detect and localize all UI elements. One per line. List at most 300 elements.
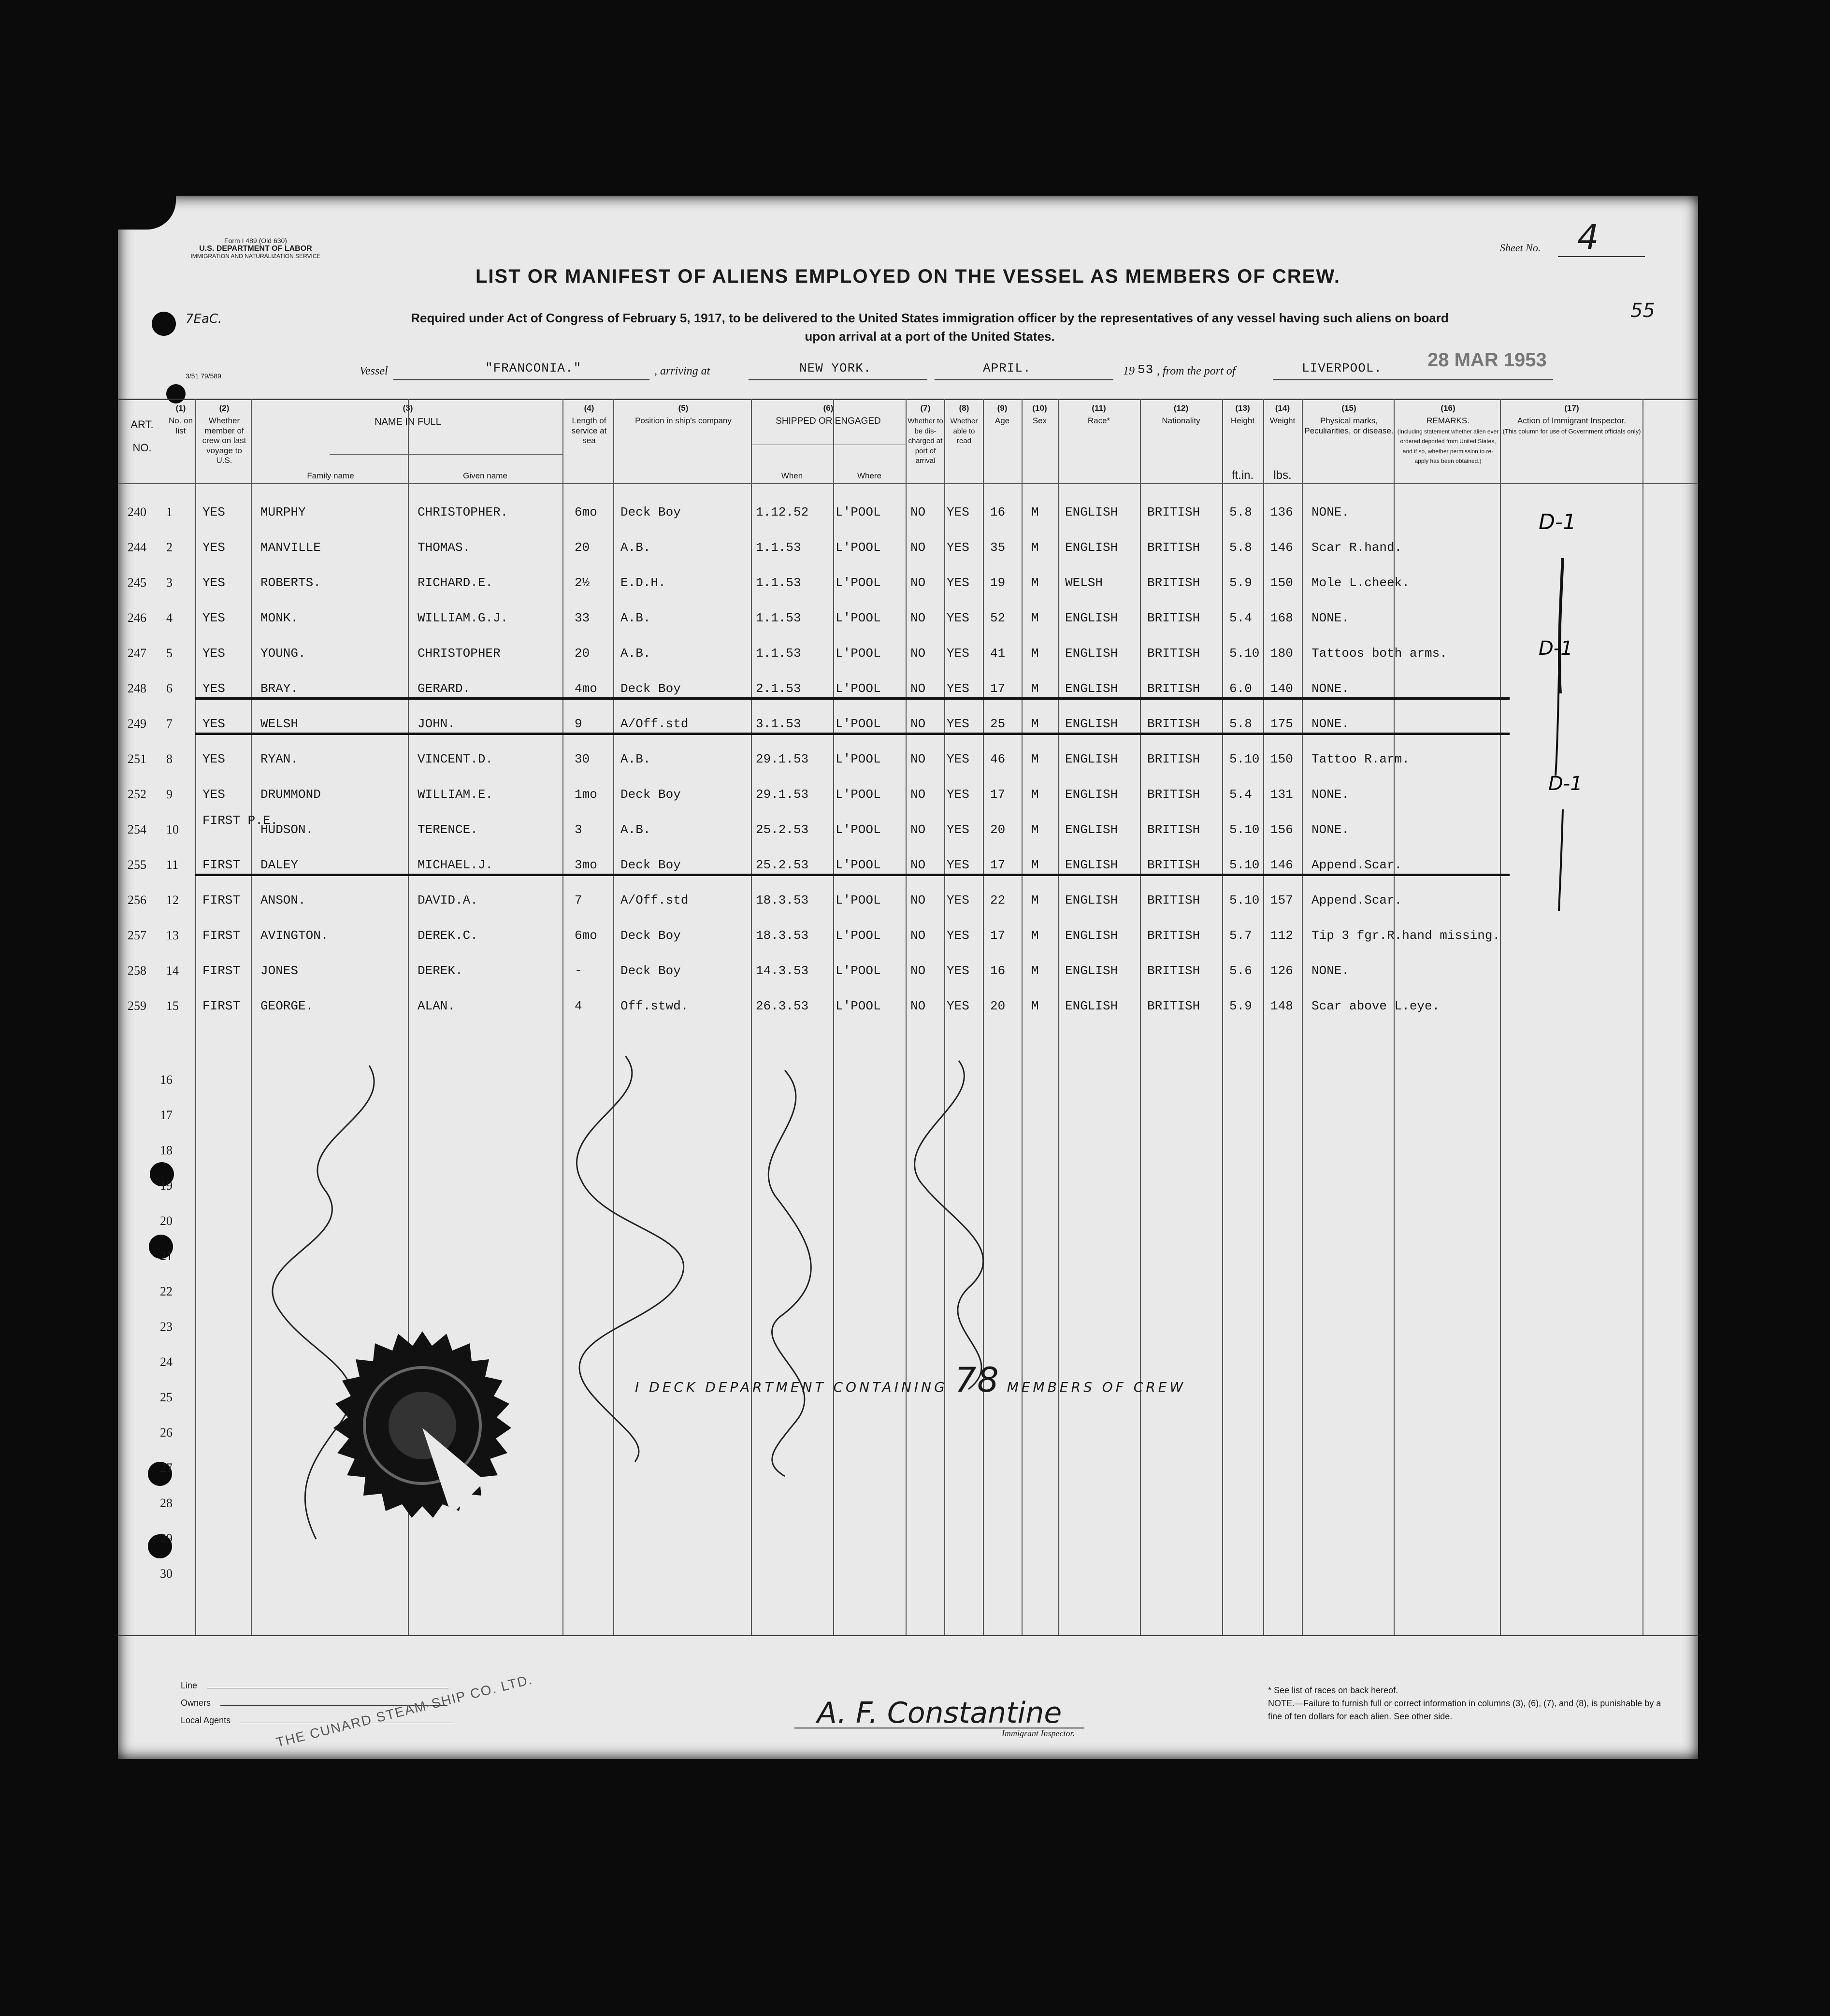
- col-header-13: [1222, 403, 1263, 426]
- cell-discharge-flag: NO: [910, 646, 926, 661]
- cell-ship-position: E.D.H.: [620, 576, 666, 590]
- cell-ship-position: A.B.: [620, 540, 651, 555]
- cell-age: 35: [990, 540, 1006, 555]
- cell-art-number: 254: [128, 822, 146, 836]
- cell-sex: M: [1031, 646, 1039, 661]
- empty-line-number: 24: [160, 1355, 173, 1369]
- form-header: [166, 237, 345, 260]
- cell-engaged-place: L'POOL: [836, 787, 881, 802]
- year-prefix: 19: [1123, 365, 1135, 377]
- cell-prior-voyage: YES: [202, 681, 225, 696]
- cell-height: 6.0: [1229, 681, 1252, 696]
- col-header-12: [1140, 403, 1222, 426]
- cell-race: ENGLISH: [1065, 611, 1118, 625]
- punch-hole: [166, 384, 186, 403]
- col-num: (15): [1341, 403, 1356, 413]
- col-header-6: [751, 403, 906, 427]
- cell-family-name: GEORGE.: [260, 999, 314, 1013]
- cell-sex: M: [1031, 540, 1039, 555]
- cell-given-name: RICHARD.E.: [418, 576, 493, 590]
- cell-line-number: 14: [166, 964, 179, 978]
- footer-notes: [1268, 1684, 1664, 1723]
- cell-physical-marks: NONE.: [1311, 505, 1350, 519]
- cell-can-read: YES: [947, 717, 969, 731]
- empty-line-number: 19: [160, 1179, 173, 1193]
- cell-engaged-date: 14.3.53: [756, 964, 809, 978]
- col-label: SHIPPED OR ENGAGED: [776, 416, 881, 427]
- cell-age: 52: [990, 611, 1006, 625]
- cell-can-read: YES: [947, 787, 969, 802]
- cell-weight: 148: [1270, 999, 1293, 1013]
- cell-family-name: RYAN.: [260, 752, 299, 766]
- cell-prior-voyage: FIRST: [202, 893, 241, 907]
- cell-engaged-date: 1.1.53: [756, 611, 801, 625]
- cell-engaged-place: L'POOL: [836, 858, 881, 872]
- vessel-underline: [393, 379, 649, 380]
- col-label: REMARKS.: [1427, 416, 1470, 426]
- check-stroke: [1559, 809, 1563, 911]
- cell-given-name: MICHAEL.J.: [418, 858, 493, 872]
- cell-line-number: 11: [166, 858, 179, 872]
- footer-line: [181, 1677, 453, 1694]
- cell-family-name: MANVILLE: [260, 540, 321, 555]
- crew-row: [118, 928, 1698, 962]
- col-label: Length of service at sea: [571, 416, 607, 446]
- col-header-4: [565, 403, 613, 446]
- cell-prior-voyage: YES: [202, 787, 225, 802]
- department: U.S. DEPARTMENT OF LABOR: [199, 245, 312, 253]
- cell-sea-service: -: [575, 964, 582, 978]
- year-suffix: 53: [1138, 362, 1154, 377]
- subtitle-line-1: Required under Act of Congress of February 5, 1917, to be delivered to the United States immigration officer by the representatives of any vessel having such aliens on board: [411, 311, 1449, 325]
- col-num: (1): [175, 403, 186, 413]
- cell-art-number: 251: [128, 752, 146, 766]
- cell-line-number: 13: [166, 928, 179, 942]
- cell-engaged-date: 26.3.53: [756, 999, 809, 1013]
- cell-can-read: YES: [947, 893, 969, 907]
- races-note: * See list of races on back hereof.: [1268, 1685, 1398, 1695]
- cell-ship-position: Off.stwd.: [620, 999, 689, 1013]
- inspector-mark: D-1: [1539, 637, 1573, 660]
- col-label: Age: [994, 416, 1010, 426]
- page-mark: 55: [1630, 300, 1655, 322]
- cell-given-name: VINCENT.D.: [418, 752, 493, 766]
- cell-physical-marks: Tattoos both arms.: [1311, 646, 1447, 661]
- cell-engaged-place: L'POOL: [836, 611, 881, 625]
- col-num: (12): [1173, 403, 1189, 413]
- cell-ship-position: Deck Boy: [620, 964, 681, 978]
- cell-race: ENGLISH: [1065, 822, 1118, 837]
- col-label: Whether member of crew on last voyage to U.S.: [202, 416, 246, 465]
- cell-discharge-flag: NO: [910, 964, 926, 978]
- cell-prior-voyage: YES: [202, 505, 225, 519]
- col-header-art: ART. NO.: [130, 418, 154, 454]
- cell-physical-marks: NONE.: [1311, 611, 1350, 625]
- arrival-month: APRIL.: [983, 361, 1031, 375]
- cell-engaged-place: L'POOL: [836, 646, 881, 661]
- footer-owners-label: Owners: [181, 1698, 211, 1708]
- cell-sea-service: 3: [575, 822, 582, 837]
- cell-age: 20: [990, 822, 1006, 837]
- cell-age: 17: [990, 858, 1006, 872]
- document-title: LIST OR MANIFEST OF ALIENS EMPLOYED ON THE VESSEL AS MEMBERS OF CREW.: [476, 266, 1340, 287]
- cell-line-number: 6: [166, 681, 173, 695]
- cell-nationality: BRITISH: [1147, 611, 1200, 625]
- col-num: (14): [1275, 403, 1290, 413]
- cell-given-name: ALAN.: [418, 999, 456, 1013]
- sheet-number: 4: [1577, 217, 1599, 257]
- cell-physical-marks: NONE.: [1311, 681, 1350, 696]
- deck-note-count: 78: [954, 1360, 1000, 1400]
- cell-sea-service: 33: [575, 611, 590, 625]
- cell-weight: 157: [1270, 893, 1293, 907]
- col-label: Whether to be dis-charged at port of arrival: [908, 417, 943, 465]
- cell-line-number: 1: [166, 505, 173, 519]
- document-subtitle: [350, 309, 1510, 346]
- col-label: Action of Immigrant Inspector.: [1517, 416, 1626, 426]
- cell-nationality: BRITISH: [1147, 576, 1200, 590]
- cell-line-number: 2: [166, 540, 173, 554]
- corner-note: 7EaC.: [186, 312, 222, 326]
- cell-prior-voyage: FIRST: [202, 928, 241, 943]
- cell-nationality: BRITISH: [1147, 822, 1200, 837]
- cell-age: 17: [990, 787, 1006, 802]
- col-label: Whether able to read: [950, 417, 978, 446]
- cell-height: 5.10: [1229, 646, 1260, 661]
- cell-sea-service: 3mo: [575, 858, 597, 872]
- crew-row: [118, 576, 1698, 609]
- cell-race: ENGLISH: [1065, 752, 1118, 766]
- cell-engaged-date: 1.1.53: [756, 540, 801, 555]
- crew-row: [118, 964, 1698, 997]
- cell-race: WELSH: [1065, 576, 1103, 590]
- cell-nationality: BRITISH: [1147, 681, 1200, 696]
- cell-age: 41: [990, 646, 1006, 661]
- cell-given-name: THOMAS.: [418, 540, 471, 555]
- cell-family-name: ROBERTS.: [260, 576, 321, 590]
- col-num: (11): [1092, 403, 1106, 413]
- cell-line-number: 9: [166, 787, 173, 801]
- empty-line-number: 17: [160, 1108, 173, 1122]
- cell-prior-voyage: FIRST: [202, 999, 241, 1013]
- col-unit-height: ft.in.: [1231, 469, 1254, 482]
- col-label: NAME IN FULL: [375, 417, 441, 428]
- cell-discharge-flag: NO: [910, 505, 926, 519]
- cell-ship-position: Deck Boy: [620, 681, 681, 696]
- cell-can-read: YES: [947, 681, 969, 696]
- cell-engaged-place: L'POOL: [836, 893, 881, 907]
- cell-engaged-place: L'POOL: [836, 505, 881, 519]
- cell-height: 5.10: [1229, 822, 1260, 837]
- cell-family-name: DALEY: [260, 858, 299, 872]
- col-label: Position in ship's company: [635, 416, 732, 426]
- cell-engaged-date: 18.3.53: [756, 928, 809, 943]
- cell-discharge-flag: NO: [910, 752, 926, 766]
- cell-nationality: BRITISH: [1147, 858, 1200, 872]
- cell-discharge-flag: NO: [910, 717, 926, 731]
- cell-engaged-place: L'POOL: [836, 681, 881, 696]
- col-num: (10): [1032, 403, 1047, 413]
- cell-engaged-date: 29.1.53: [756, 787, 809, 802]
- crew-row: [118, 752, 1698, 786]
- cell-race: ENGLISH: [1065, 964, 1118, 978]
- cell-nationality: BRITISH: [1147, 540, 1200, 555]
- cell-art-number: 249: [128, 717, 146, 731]
- cell-can-read: YES: [947, 928, 969, 943]
- cell-race: ENGLISH: [1065, 999, 1118, 1013]
- cell-art-number: 245: [128, 576, 146, 590]
- col-label: Nationality: [1162, 416, 1200, 426]
- cell-sea-service: 20: [575, 540, 590, 555]
- cell-art-number: 248: [128, 681, 146, 695]
- cell-sex: M: [1031, 822, 1039, 837]
- cell-age: 16: [990, 964, 1006, 978]
- cell-line-number: 10: [166, 822, 179, 836]
- cell-discharge-flag: NO: [910, 787, 926, 802]
- deck-note-prefix: I DECK DEPARTMENT CONTAINING: [635, 1379, 948, 1395]
- empty-line-number: 18: [160, 1143, 173, 1157]
- cell-can-read: YES: [947, 540, 969, 555]
- crew-row: [118, 858, 1698, 892]
- service: IMMIGRATION AND NATURALIZATION SERVICE: [190, 253, 321, 260]
- cell-weight: 150: [1270, 576, 1293, 590]
- col-header-2: [198, 403, 251, 465]
- cell-weight: 175: [1270, 717, 1293, 731]
- cell-sex: M: [1031, 576, 1039, 590]
- cell-sex: M: [1031, 999, 1039, 1013]
- cell-engaged-place: L'POOL: [836, 964, 881, 978]
- inspector-signature: A. F. Constantine: [817, 1696, 1062, 1730]
- cell-prior-voyage: YES: [202, 752, 225, 766]
- cell-physical-marks: NONE.: [1311, 787, 1350, 802]
- cell-sea-service: 9: [575, 717, 582, 731]
- cell-family-name: BRAY.: [260, 681, 299, 696]
- cell-height: 5.6: [1229, 964, 1252, 978]
- cell-race: ENGLISH: [1065, 717, 1118, 731]
- table-bottom-rule: [118, 1635, 1698, 1636]
- check-stroke: [1559, 558, 1563, 693]
- torn-corner: [118, 196, 176, 230]
- departure-port: LIVERPOOL.: [1302, 361, 1383, 375]
- cell-can-read: YES: [947, 611, 969, 625]
- cell-sex: M: [1031, 893, 1039, 907]
- col-num: (16): [1441, 403, 1455, 413]
- empty-line-number: 23: [160, 1320, 173, 1334]
- subtitle-line-2: upon arrival at a port of the United States.: [805, 329, 1055, 344]
- cell-family-name: JONES: [260, 964, 299, 978]
- col-num: (7): [920, 403, 931, 413]
- arriving-label: , arriving at: [654, 365, 710, 377]
- cell-ship-position: A.B.: [620, 611, 651, 625]
- cell-weight: 146: [1270, 540, 1293, 555]
- cell-sex: M: [1031, 964, 1039, 978]
- col-header-10: [1022, 403, 1058, 426]
- vessel-label: Vessel: [360, 365, 388, 377]
- cell-given-name: DEREK.: [418, 964, 463, 978]
- crew-row: [118, 505, 1698, 539]
- cell-weight: 136: [1270, 505, 1293, 519]
- cell-age: 22: [990, 893, 1006, 907]
- cell-given-name: GERARD.: [418, 681, 471, 696]
- crew-row: [118, 611, 1698, 645]
- arriving-underline: [749, 379, 927, 380]
- crew-row: [118, 681, 1698, 715]
- cell-nationality: BRITISH: [1147, 646, 1200, 661]
- cell-nationality: BRITISH: [1147, 893, 1200, 907]
- cell-weight: 168: [1270, 611, 1293, 625]
- empty-line-number: 16: [160, 1073, 173, 1087]
- date-stamp: 28 MAR 1953: [1427, 349, 1547, 371]
- cell-sex: M: [1031, 752, 1039, 766]
- punch-hole: [152, 312, 176, 336]
- cell-weight: 140: [1270, 681, 1293, 696]
- footer-line-label: Line: [181, 1681, 198, 1690]
- cell-age: 19: [990, 576, 1006, 590]
- sheet-label: Sheet No.: [1500, 242, 1541, 254]
- col-num: (5): [678, 403, 689, 413]
- cell-family-name: YOUNG.: [260, 646, 306, 661]
- col-sub: (Including statement whether alien ever ordered deported from United States, and if so, whether permission to re-apply has been obtained.): [1397, 428, 1499, 464]
- cell-physical-marks: Scar R.hand.: [1311, 540, 1402, 555]
- check-stroke: [1556, 674, 1559, 776]
- cell-ship-position: A.B.: [620, 646, 651, 661]
- cell-height: 5.10: [1229, 893, 1260, 907]
- cell-sea-service: 20: [575, 646, 590, 661]
- cell-height: 5.10: [1229, 858, 1260, 872]
- cell-art-number: 247: [128, 646, 146, 660]
- cell-sea-service: 30: [575, 752, 590, 766]
- cell-physical-marks: Tattoo R.arm.: [1311, 752, 1410, 766]
- col-label: Sex: [1032, 416, 1047, 426]
- cell-engaged-place: L'POOL: [836, 576, 881, 590]
- cell-line-number: 8: [166, 752, 173, 766]
- cell-engaged-date: 1.1.53: [756, 646, 801, 661]
- cell-family-name: WELSH: [260, 717, 299, 731]
- cell-engaged-place: L'POOL: [836, 540, 881, 555]
- cell-family-name: AVINGTON.: [260, 928, 329, 943]
- cell-discharge-flag: NO: [910, 822, 926, 837]
- cell-family-name: HUDSON.: [260, 822, 314, 837]
- cell-can-read: YES: [947, 576, 969, 590]
- cell-physical-marks: Mole L.cheek.: [1311, 576, 1410, 590]
- inspector-signature-block: [794, 1696, 1084, 1739]
- cell-nationality: BRITISH: [1147, 717, 1200, 731]
- cell-physical-marks: Tip 3 fgr.R.hand missing.: [1311, 928, 1500, 943]
- crew-row: [118, 999, 1698, 1033]
- crew-row: [118, 540, 1698, 574]
- col-num: (8): [959, 403, 969, 413]
- cell-prior-voyage: YES: [202, 576, 225, 590]
- cell-engaged-date: 29.1.53: [756, 752, 809, 766]
- cell-age: 46: [990, 752, 1006, 766]
- cell-physical-marks: NONE.: [1311, 964, 1350, 978]
- empty-line-number: 30: [160, 1567, 173, 1581]
- cell-discharge-flag: NO: [910, 611, 926, 625]
- cell-family-name: DRUMMOND: [260, 787, 321, 802]
- deck-note-suffix: MEMBERS OF CREW: [1007, 1379, 1186, 1395]
- cell-height: 5.10: [1229, 752, 1260, 766]
- col-header-5: [616, 403, 751, 426]
- inspector-marks: [1505, 510, 1640, 1244]
- cell-given-name: CHRISTOPHER: [418, 646, 501, 661]
- empty-line-number: 21: [160, 1249, 173, 1263]
- cell-height: 5.9: [1229, 999, 1252, 1013]
- cell-sea-service: 2½: [575, 576, 590, 590]
- inspector-mark: D-1: [1539, 510, 1576, 534]
- port-label: , from the port of: [1157, 365, 1236, 377]
- cell-sex: M: [1031, 681, 1039, 696]
- col-sub-given: Given name: [463, 471, 507, 480]
- cell-physical-marks: Scar above L.eye.: [1311, 999, 1440, 1013]
- col-num: (3): [403, 403, 413, 413]
- form-number: Form I 489 (Old 630): [224, 237, 287, 245]
- col-header-1: [166, 403, 195, 436]
- cell-engaged-date: 1.1.53: [756, 576, 801, 590]
- cell-sex: M: [1031, 505, 1039, 519]
- cell-art-number: 246: [128, 611, 146, 625]
- col-header-7: [907, 403, 944, 465]
- port-underline: [1273, 379, 1553, 380]
- name-subrule: [330, 454, 562, 455]
- col-num: (4): [584, 403, 594, 413]
- cell-age: 17: [990, 928, 1006, 943]
- cell-physical-marks: NONE.: [1311, 717, 1350, 731]
- cell-can-read: YES: [947, 964, 969, 978]
- cell-can-read: YES: [947, 752, 969, 766]
- cell-art-number: 252: [128, 787, 146, 801]
- cell-engaged-date: 25.2.53: [756, 822, 809, 837]
- cell-race: ENGLISH: [1065, 858, 1118, 872]
- col-header-8: [945, 403, 983, 446]
- cell-height: 5.8: [1229, 505, 1252, 519]
- cell-race: ENGLISH: [1065, 787, 1118, 802]
- cell-engaged-date: 1.12.52: [756, 505, 809, 519]
- cell-art-number: 257: [128, 928, 146, 942]
- footer-agents-label: Local Agents: [181, 1715, 231, 1725]
- cell-ship-position: Deck Boy: [620, 928, 681, 943]
- cell-nationality: BRITISH: [1147, 505, 1200, 519]
- cell-prior-voyage: YES: [202, 540, 225, 555]
- cell-height: 5.9: [1229, 576, 1252, 590]
- cell-race: ENGLISH: [1065, 681, 1118, 696]
- cell-engaged-date: 18.3.53: [756, 893, 809, 907]
- arrival-port: NEW YORK.: [799, 361, 872, 375]
- cell-weight: 131: [1270, 787, 1293, 802]
- cell-discharge-flag: NO: [910, 893, 926, 907]
- cell-art-number: 258: [128, 964, 146, 978]
- cell-age: 17: [990, 681, 1006, 696]
- cell-can-read: YES: [947, 505, 969, 519]
- cell-engaged-date: 25.2.53: [756, 858, 809, 872]
- col-label: Weight: [1269, 416, 1296, 426]
- cell-physical-marks: NONE.: [1311, 822, 1350, 837]
- cell-line-number: 15: [166, 999, 179, 1013]
- col-label: Race*: [1087, 416, 1110, 426]
- empty-line-number: 22: [160, 1284, 173, 1298]
- cell-engaged-place: L'POOL: [836, 822, 881, 837]
- cell-sex: M: [1031, 928, 1039, 943]
- cell-line-number: 5: [166, 646, 173, 660]
- fine-note: NOTE.—Failure to furnish full or correct information in columns (3), (6), (7), and (8), is punishable by a fine of ten dollars for each alien. See other side.: [1268, 1699, 1661, 1721]
- col-header-11: [1058, 403, 1140, 426]
- cell-nationality: BRITISH: [1147, 787, 1200, 802]
- deck-note: [635, 1360, 1186, 1400]
- embossed-seal: [326, 1326, 519, 1520]
- col-sub-family: Family name: [307, 471, 354, 480]
- cell-ship-position: A.B.: [620, 822, 651, 837]
- empty-line-number: 20: [160, 1214, 173, 1228]
- cell-weight: 112: [1270, 928, 1293, 943]
